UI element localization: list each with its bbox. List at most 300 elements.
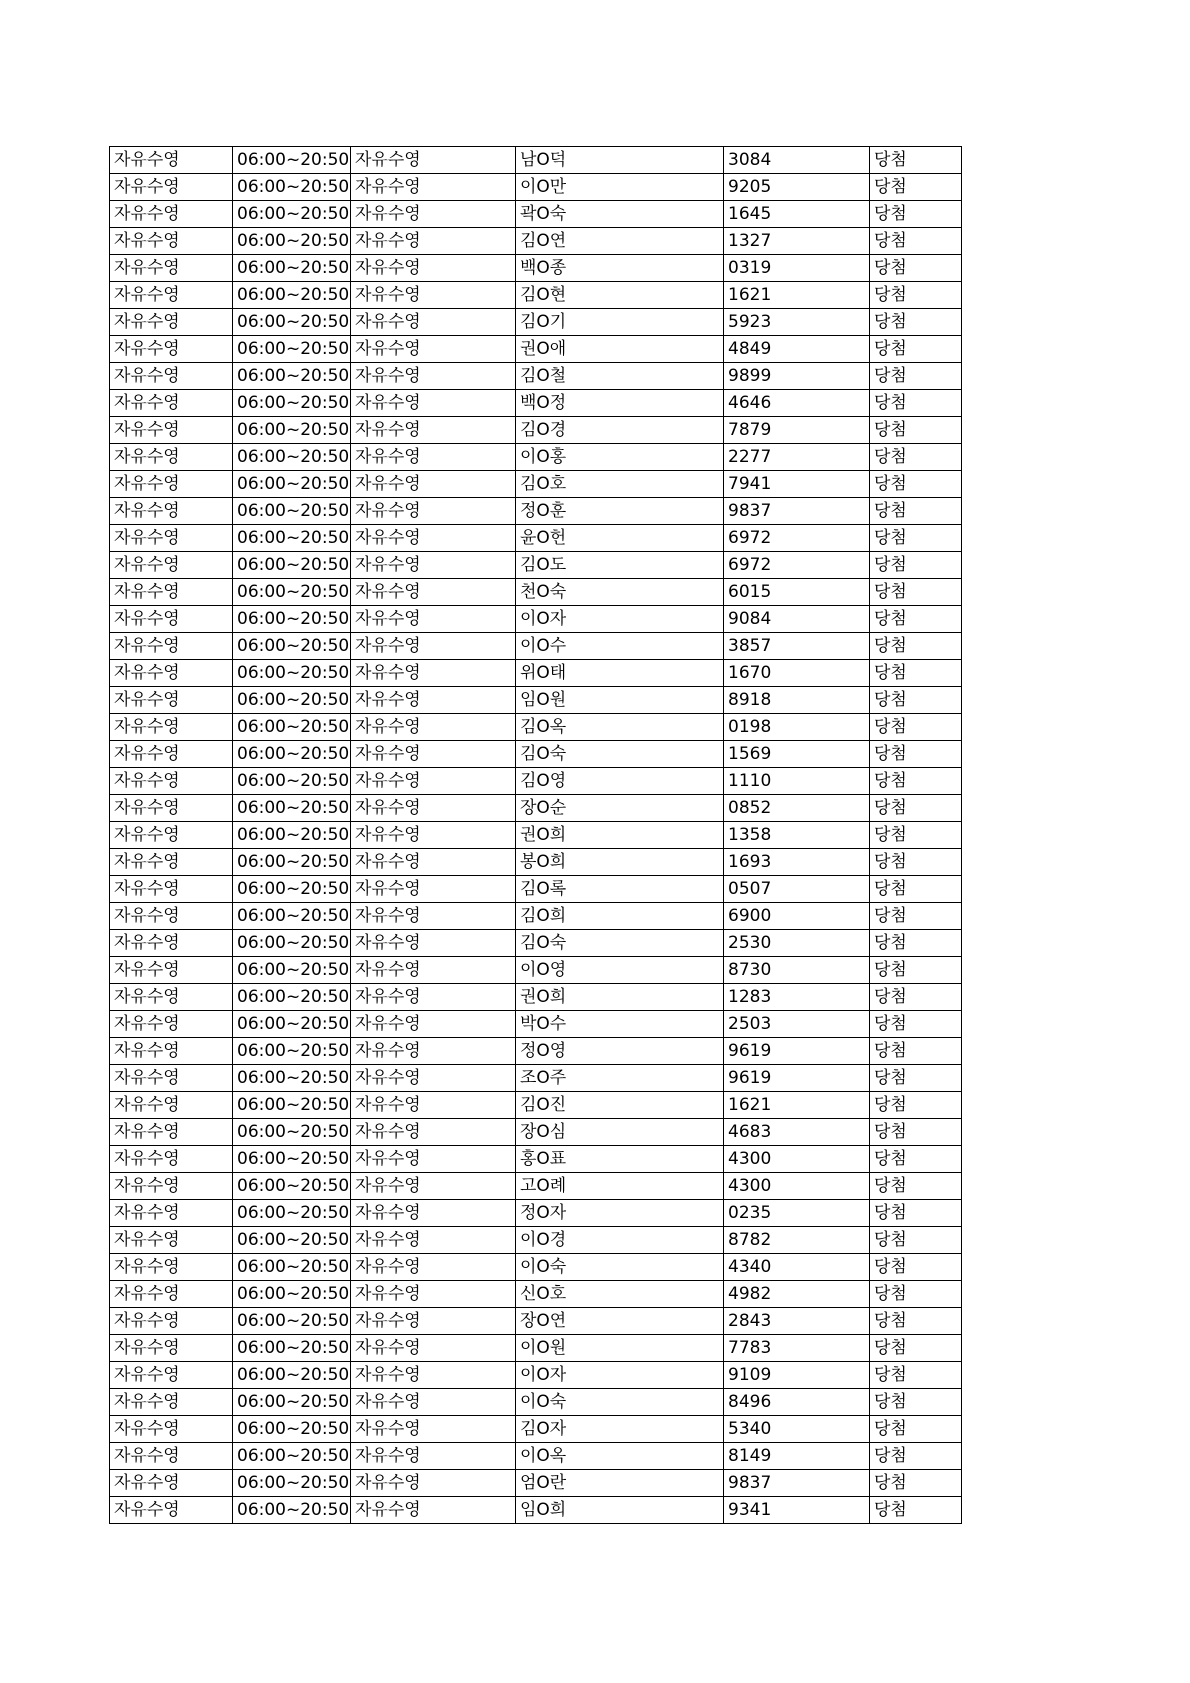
class-cell: 자유수영 (351, 957, 516, 984)
name-cell: 김O철 (516, 363, 724, 390)
program-cell: 자유수영 (110, 903, 233, 930)
program-cell: 자유수영 (110, 1470, 233, 1497)
table-row (110, 471, 962, 498)
time-cell: 06:00~20:50 (233, 1011, 351, 1038)
class-cell: 자유수영 (351, 849, 516, 876)
class-cell: 자유수영 (351, 1254, 516, 1281)
class-cell: 자유수영 (351, 552, 516, 579)
id-digits-cell: 0235 (724, 1200, 870, 1227)
class-cell: 자유수영 (351, 444, 516, 471)
name-cell: 권O애 (516, 336, 724, 363)
time-cell: 06:00~20:50 (233, 1254, 351, 1281)
table-row (110, 147, 962, 174)
name-cell: 홍O표 (516, 1146, 724, 1173)
name-cell: 봉O희 (516, 849, 724, 876)
time-cell: 06:00~20:50 (233, 1173, 351, 1200)
table-row (110, 1362, 962, 1389)
table-row (110, 498, 962, 525)
program-cell: 자유수영 (110, 390, 233, 417)
result-cell: 당첨 (870, 1443, 962, 1470)
program-cell: 자유수영 (110, 1173, 233, 1200)
program-cell: 자유수영 (110, 714, 233, 741)
program-cell: 자유수영 (110, 741, 233, 768)
table-row (110, 1281, 962, 1308)
table-row (110, 984, 962, 1011)
program-cell: 자유수영 (110, 147, 233, 174)
name-cell: 이O영 (516, 957, 724, 984)
program-cell: 자유수영 (110, 363, 233, 390)
class-cell: 자유수영 (351, 984, 516, 1011)
time-cell: 06:00~20:50 (233, 1119, 351, 1146)
time-cell: 06:00~20:50 (233, 1227, 351, 1254)
class-cell: 자유수영 (351, 1389, 516, 1416)
id-digits-cell: 1358 (724, 822, 870, 849)
name-cell: 김O진 (516, 1092, 724, 1119)
table-row (110, 1443, 962, 1470)
time-cell: 06:00~20:50 (233, 471, 351, 498)
name-cell: 김O자 (516, 1416, 724, 1443)
id-digits-cell: 0852 (724, 795, 870, 822)
program-cell: 자유수영 (110, 417, 233, 444)
name-cell: 정O자 (516, 1200, 724, 1227)
name-cell: 김O록 (516, 876, 724, 903)
result-cell: 당첨 (870, 984, 962, 1011)
class-cell: 자유수영 (351, 201, 516, 228)
class-cell: 자유수영 (351, 903, 516, 930)
program-cell: 자유수영 (110, 1119, 233, 1146)
id-digits-cell: 2503 (724, 1011, 870, 1038)
class-cell: 자유수영 (351, 795, 516, 822)
table-body (110, 147, 962, 1524)
program-cell: 자유수영 (110, 552, 233, 579)
result-cell: 당첨 (870, 1227, 962, 1254)
id-digits-cell: 9084 (724, 606, 870, 633)
result-cell: 당첨 (870, 1362, 962, 1389)
id-digits-cell: 9837 (724, 1470, 870, 1497)
result-cell: 당첨 (870, 1011, 962, 1038)
table-row (110, 903, 962, 930)
table-row (110, 1173, 962, 1200)
id-digits-cell: 0198 (724, 714, 870, 741)
time-cell: 06:00~20:50 (233, 417, 351, 444)
name-cell: 신O호 (516, 1281, 724, 1308)
program-cell: 자유수영 (110, 1389, 233, 1416)
time-cell: 06:00~20:50 (233, 336, 351, 363)
table-row (110, 687, 962, 714)
name-cell: 이O옥 (516, 1443, 724, 1470)
table-row (110, 1470, 962, 1497)
class-cell: 자유수영 (351, 228, 516, 255)
table-row (110, 363, 962, 390)
result-cell: 당첨 (870, 579, 962, 606)
name-cell: 박O수 (516, 1011, 724, 1038)
result-cell: 당첨 (870, 1119, 962, 1146)
result-cell: 당첨 (870, 174, 962, 201)
name-cell: 윤O헌 (516, 525, 724, 552)
class-cell: 자유수영 (351, 336, 516, 363)
id-digits-cell: 2843 (724, 1308, 870, 1335)
time-cell: 06:00~20:50 (233, 1065, 351, 1092)
class-cell: 자유수영 (351, 1443, 516, 1470)
time-cell: 06:00~20:50 (233, 1038, 351, 1065)
result-cell: 당첨 (870, 1065, 962, 1092)
name-cell: 이O자 (516, 606, 724, 633)
table-row (110, 930, 962, 957)
table-row (110, 849, 962, 876)
table-row (110, 174, 962, 201)
program-cell: 자유수영 (110, 498, 233, 525)
time-cell: 06:00~20:50 (233, 768, 351, 795)
time-cell: 06:00~20:50 (233, 795, 351, 822)
name-cell: 이O만 (516, 174, 724, 201)
result-cell: 당첨 (870, 1281, 962, 1308)
program-cell: 자유수영 (110, 1335, 233, 1362)
result-cell: 당첨 (870, 1416, 962, 1443)
id-digits-cell: 4300 (724, 1146, 870, 1173)
table-row (110, 552, 962, 579)
table-row (110, 336, 962, 363)
table-row (110, 255, 962, 282)
id-digits-cell: 7879 (724, 417, 870, 444)
table-row (110, 390, 962, 417)
name-cell: 이O경 (516, 1227, 724, 1254)
name-cell: 위O태 (516, 660, 724, 687)
time-cell: 06:00~20:50 (233, 1362, 351, 1389)
id-digits-cell: 1670 (724, 660, 870, 687)
name-cell: 고O례 (516, 1173, 724, 1200)
name-cell: 이O자 (516, 1362, 724, 1389)
result-cell: 당첨 (870, 1308, 962, 1335)
id-digits-cell: 9619 (724, 1038, 870, 1065)
class-cell: 자유수영 (351, 390, 516, 417)
id-digits-cell: 7783 (724, 1335, 870, 1362)
result-cell: 당첨 (870, 255, 962, 282)
table-row (110, 417, 962, 444)
class-cell: 자유수영 (351, 1119, 516, 1146)
id-digits-cell: 1327 (724, 228, 870, 255)
program-cell: 자유수영 (110, 795, 233, 822)
time-cell: 06:00~20:50 (233, 822, 351, 849)
id-digits-cell: 8496 (724, 1389, 870, 1416)
class-cell: 자유수영 (351, 282, 516, 309)
name-cell: 김O기 (516, 309, 724, 336)
result-cell: 당첨 (870, 1254, 962, 1281)
time-cell: 06:00~20:50 (233, 1308, 351, 1335)
table-row (110, 282, 962, 309)
table-row (110, 633, 962, 660)
program-cell: 자유수영 (110, 228, 233, 255)
program-cell: 자유수영 (110, 1065, 233, 1092)
class-cell: 자유수영 (351, 579, 516, 606)
id-digits-cell: 9619 (724, 1065, 870, 1092)
table-row (110, 525, 962, 552)
name-cell: 임O희 (516, 1497, 724, 1524)
id-digits-cell: 5923 (724, 309, 870, 336)
time-cell: 06:00~20:50 (233, 714, 351, 741)
table-row (110, 795, 962, 822)
program-cell: 자유수영 (110, 1227, 233, 1254)
time-cell: 06:00~20:50 (233, 552, 351, 579)
program-cell: 자유수영 (110, 660, 233, 687)
table-row (110, 957, 962, 984)
program-cell: 자유수영 (110, 930, 233, 957)
class-cell: 자유수영 (351, 660, 516, 687)
program-cell: 자유수영 (110, 1092, 233, 1119)
result-cell: 당첨 (870, 768, 962, 795)
result-cell: 당첨 (870, 606, 962, 633)
class-cell: 자유수영 (351, 714, 516, 741)
id-digits-cell: 9899 (724, 363, 870, 390)
program-cell: 자유수영 (110, 1308, 233, 1335)
result-cell: 당첨 (870, 660, 962, 687)
id-digits-cell: 1621 (724, 282, 870, 309)
name-cell: 이O원 (516, 1335, 724, 1362)
class-cell: 자유수영 (351, 930, 516, 957)
table-row (110, 1119, 962, 1146)
name-cell: 김O희 (516, 903, 724, 930)
result-cell: 당첨 (870, 903, 962, 930)
result-cell: 당첨 (870, 282, 962, 309)
name-cell: 이O숙 (516, 1389, 724, 1416)
program-cell: 자유수영 (110, 309, 233, 336)
class-cell: 자유수영 (351, 1227, 516, 1254)
time-cell: 06:00~20:50 (233, 174, 351, 201)
table-row (110, 876, 962, 903)
id-digits-cell: 4683 (724, 1119, 870, 1146)
result-cell: 당첨 (870, 444, 962, 471)
id-digits-cell: 4646 (724, 390, 870, 417)
table-row (110, 309, 962, 336)
result-cell: 당첨 (870, 336, 962, 363)
time-cell: 06:00~20:50 (233, 1281, 351, 1308)
result-cell: 당첨 (870, 309, 962, 336)
time-cell: 06:00~20:50 (233, 363, 351, 390)
name-cell: 임O원 (516, 687, 724, 714)
result-cell: 당첨 (870, 633, 962, 660)
class-cell: 자유수영 (351, 471, 516, 498)
class-cell: 자유수영 (351, 822, 516, 849)
id-digits-cell: 8782 (724, 1227, 870, 1254)
time-cell: 06:00~20:50 (233, 282, 351, 309)
class-cell: 자유수영 (351, 174, 516, 201)
program-cell: 자유수영 (110, 822, 233, 849)
program-cell: 자유수영 (110, 957, 233, 984)
class-cell: 자유수영 (351, 1362, 516, 1389)
id-digits-cell: 9205 (724, 174, 870, 201)
result-cell: 당첨 (870, 714, 962, 741)
result-cell: 당첨 (870, 552, 962, 579)
result-cell: 당첨 (870, 201, 962, 228)
id-digits-cell: 6015 (724, 579, 870, 606)
result-cell: 당첨 (870, 525, 962, 552)
program-cell: 자유수영 (110, 849, 233, 876)
result-cell: 당첨 (870, 687, 962, 714)
id-digits-cell: 6900 (724, 903, 870, 930)
name-cell: 조O주 (516, 1065, 724, 1092)
name-cell: 정O영 (516, 1038, 724, 1065)
result-cell: 당첨 (870, 930, 962, 957)
result-cell: 당첨 (870, 876, 962, 903)
name-cell: 천O숙 (516, 579, 724, 606)
class-cell: 자유수영 (351, 606, 516, 633)
table-row (110, 1146, 962, 1173)
id-digits-cell: 1569 (724, 741, 870, 768)
name-cell: 장O심 (516, 1119, 724, 1146)
class-cell: 자유수영 (351, 1038, 516, 1065)
class-cell: 자유수영 (351, 309, 516, 336)
program-cell: 자유수영 (110, 282, 233, 309)
program-cell: 자유수영 (110, 471, 233, 498)
id-digits-cell: 6972 (724, 552, 870, 579)
id-digits-cell: 8149 (724, 1443, 870, 1470)
program-cell: 자유수영 (110, 444, 233, 471)
name-cell: 곽O숙 (516, 201, 724, 228)
program-cell: 자유수영 (110, 201, 233, 228)
table-row (110, 201, 962, 228)
time-cell: 06:00~20:50 (233, 903, 351, 930)
id-digits-cell: 4982 (724, 1281, 870, 1308)
table-row (110, 1308, 962, 1335)
time-cell: 06:00~20:50 (233, 930, 351, 957)
table-row (110, 606, 962, 633)
id-digits-cell: 8730 (724, 957, 870, 984)
name-cell: 김O옥 (516, 714, 724, 741)
program-cell: 자유수영 (110, 1011, 233, 1038)
result-cell: 당첨 (870, 1335, 962, 1362)
class-cell: 자유수영 (351, 1497, 516, 1524)
name-cell: 김O숙 (516, 741, 724, 768)
result-cell: 당첨 (870, 363, 962, 390)
class-cell: 자유수영 (351, 741, 516, 768)
result-cell: 당첨 (870, 957, 962, 984)
id-digits-cell: 4849 (724, 336, 870, 363)
result-cell: 당첨 (870, 471, 962, 498)
program-cell: 자유수영 (110, 1038, 233, 1065)
table-row (110, 1227, 962, 1254)
table-row (110, 1416, 962, 1443)
name-cell: 백O종 (516, 255, 724, 282)
name-cell: 장O순 (516, 795, 724, 822)
time-cell: 06:00~20:50 (233, 1200, 351, 1227)
class-cell: 자유수영 (351, 363, 516, 390)
program-cell: 자유수영 (110, 768, 233, 795)
time-cell: 06:00~20:50 (233, 876, 351, 903)
time-cell: 06:00~20:50 (233, 1470, 351, 1497)
class-cell: 자유수영 (351, 1308, 516, 1335)
table-row (110, 1497, 962, 1524)
result-cell: 당첨 (870, 147, 962, 174)
time-cell: 06:00~20:50 (233, 309, 351, 336)
id-digits-cell: 7941 (724, 471, 870, 498)
name-cell: 장O연 (516, 1308, 724, 1335)
time-cell: 06:00~20:50 (233, 741, 351, 768)
result-cell: 당첨 (870, 417, 962, 444)
program-cell: 자유수영 (110, 336, 233, 363)
table-row (110, 444, 962, 471)
id-digits-cell: 0507 (724, 876, 870, 903)
table-row (110, 228, 962, 255)
name-cell: 백O정 (516, 390, 724, 417)
name-cell: 권O희 (516, 822, 724, 849)
time-cell: 06:00~20:50 (233, 1146, 351, 1173)
time-cell: 06:00~20:50 (233, 579, 351, 606)
table-row (110, 1200, 962, 1227)
time-cell: 06:00~20:50 (233, 660, 351, 687)
id-digits-cell: 2530 (724, 930, 870, 957)
name-cell: 이O숙 (516, 1254, 724, 1281)
table-row (110, 1038, 962, 1065)
id-digits-cell: 9837 (724, 498, 870, 525)
name-cell: 이O수 (516, 633, 724, 660)
program-cell: 자유수영 (110, 1416, 233, 1443)
time-cell: 06:00~20:50 (233, 525, 351, 552)
name-cell: 남O덕 (516, 147, 724, 174)
id-digits-cell: 9109 (724, 1362, 870, 1389)
name-cell: 권O희 (516, 984, 724, 1011)
class-cell: 자유수영 (351, 768, 516, 795)
id-digits-cell: 9341 (724, 1497, 870, 1524)
id-digits-cell: 1693 (724, 849, 870, 876)
class-cell: 자유수영 (351, 147, 516, 174)
time-cell: 06:00~20:50 (233, 201, 351, 228)
name-cell: 김O연 (516, 228, 724, 255)
class-cell: 자유수영 (351, 876, 516, 903)
program-cell: 자유수영 (110, 1362, 233, 1389)
program-cell: 자유수영 (110, 1254, 233, 1281)
class-cell: 자유수영 (351, 1335, 516, 1362)
result-cell: 당첨 (870, 849, 962, 876)
table-row (110, 714, 962, 741)
name-cell: 김O호 (516, 471, 724, 498)
time-cell: 06:00~20:50 (233, 444, 351, 471)
name-cell: 엄O란 (516, 1470, 724, 1497)
class-cell: 자유수영 (351, 1065, 516, 1092)
result-cell: 당첨 (870, 1389, 962, 1416)
class-cell: 자유수영 (351, 498, 516, 525)
class-cell: 자유수영 (351, 1200, 516, 1227)
class-cell: 자유수영 (351, 1416, 516, 1443)
time-cell: 06:00~20:50 (233, 1497, 351, 1524)
result-cell: 당첨 (870, 795, 962, 822)
table-row (110, 1065, 962, 1092)
table-row (110, 768, 962, 795)
table-row (110, 1092, 962, 1119)
id-digits-cell: 5340 (724, 1416, 870, 1443)
time-cell: 06:00~20:50 (233, 1389, 351, 1416)
table-row (110, 1254, 962, 1281)
id-digits-cell: 1110 (724, 768, 870, 795)
class-cell: 자유수영 (351, 687, 516, 714)
time-cell: 06:00~20:50 (233, 849, 351, 876)
result-cell: 당첨 (870, 1092, 962, 1119)
program-cell: 자유수영 (110, 1146, 233, 1173)
name-cell: 김O숙 (516, 930, 724, 957)
program-cell: 자유수영 (110, 876, 233, 903)
time-cell: 06:00~20:50 (233, 1443, 351, 1470)
id-digits-cell: 2277 (724, 444, 870, 471)
result-cell: 당첨 (870, 1200, 962, 1227)
time-cell: 06:00~20:50 (233, 687, 351, 714)
class-cell: 자유수영 (351, 255, 516, 282)
name-cell: 정O훈 (516, 498, 724, 525)
program-cell: 자유수영 (110, 525, 233, 552)
program-cell: 자유수영 (110, 1443, 233, 1470)
id-digits-cell: 4340 (724, 1254, 870, 1281)
result-cell: 당첨 (870, 228, 962, 255)
id-digits-cell: 1621 (724, 1092, 870, 1119)
result-cell: 당첨 (870, 390, 962, 417)
time-cell: 06:00~20:50 (233, 228, 351, 255)
